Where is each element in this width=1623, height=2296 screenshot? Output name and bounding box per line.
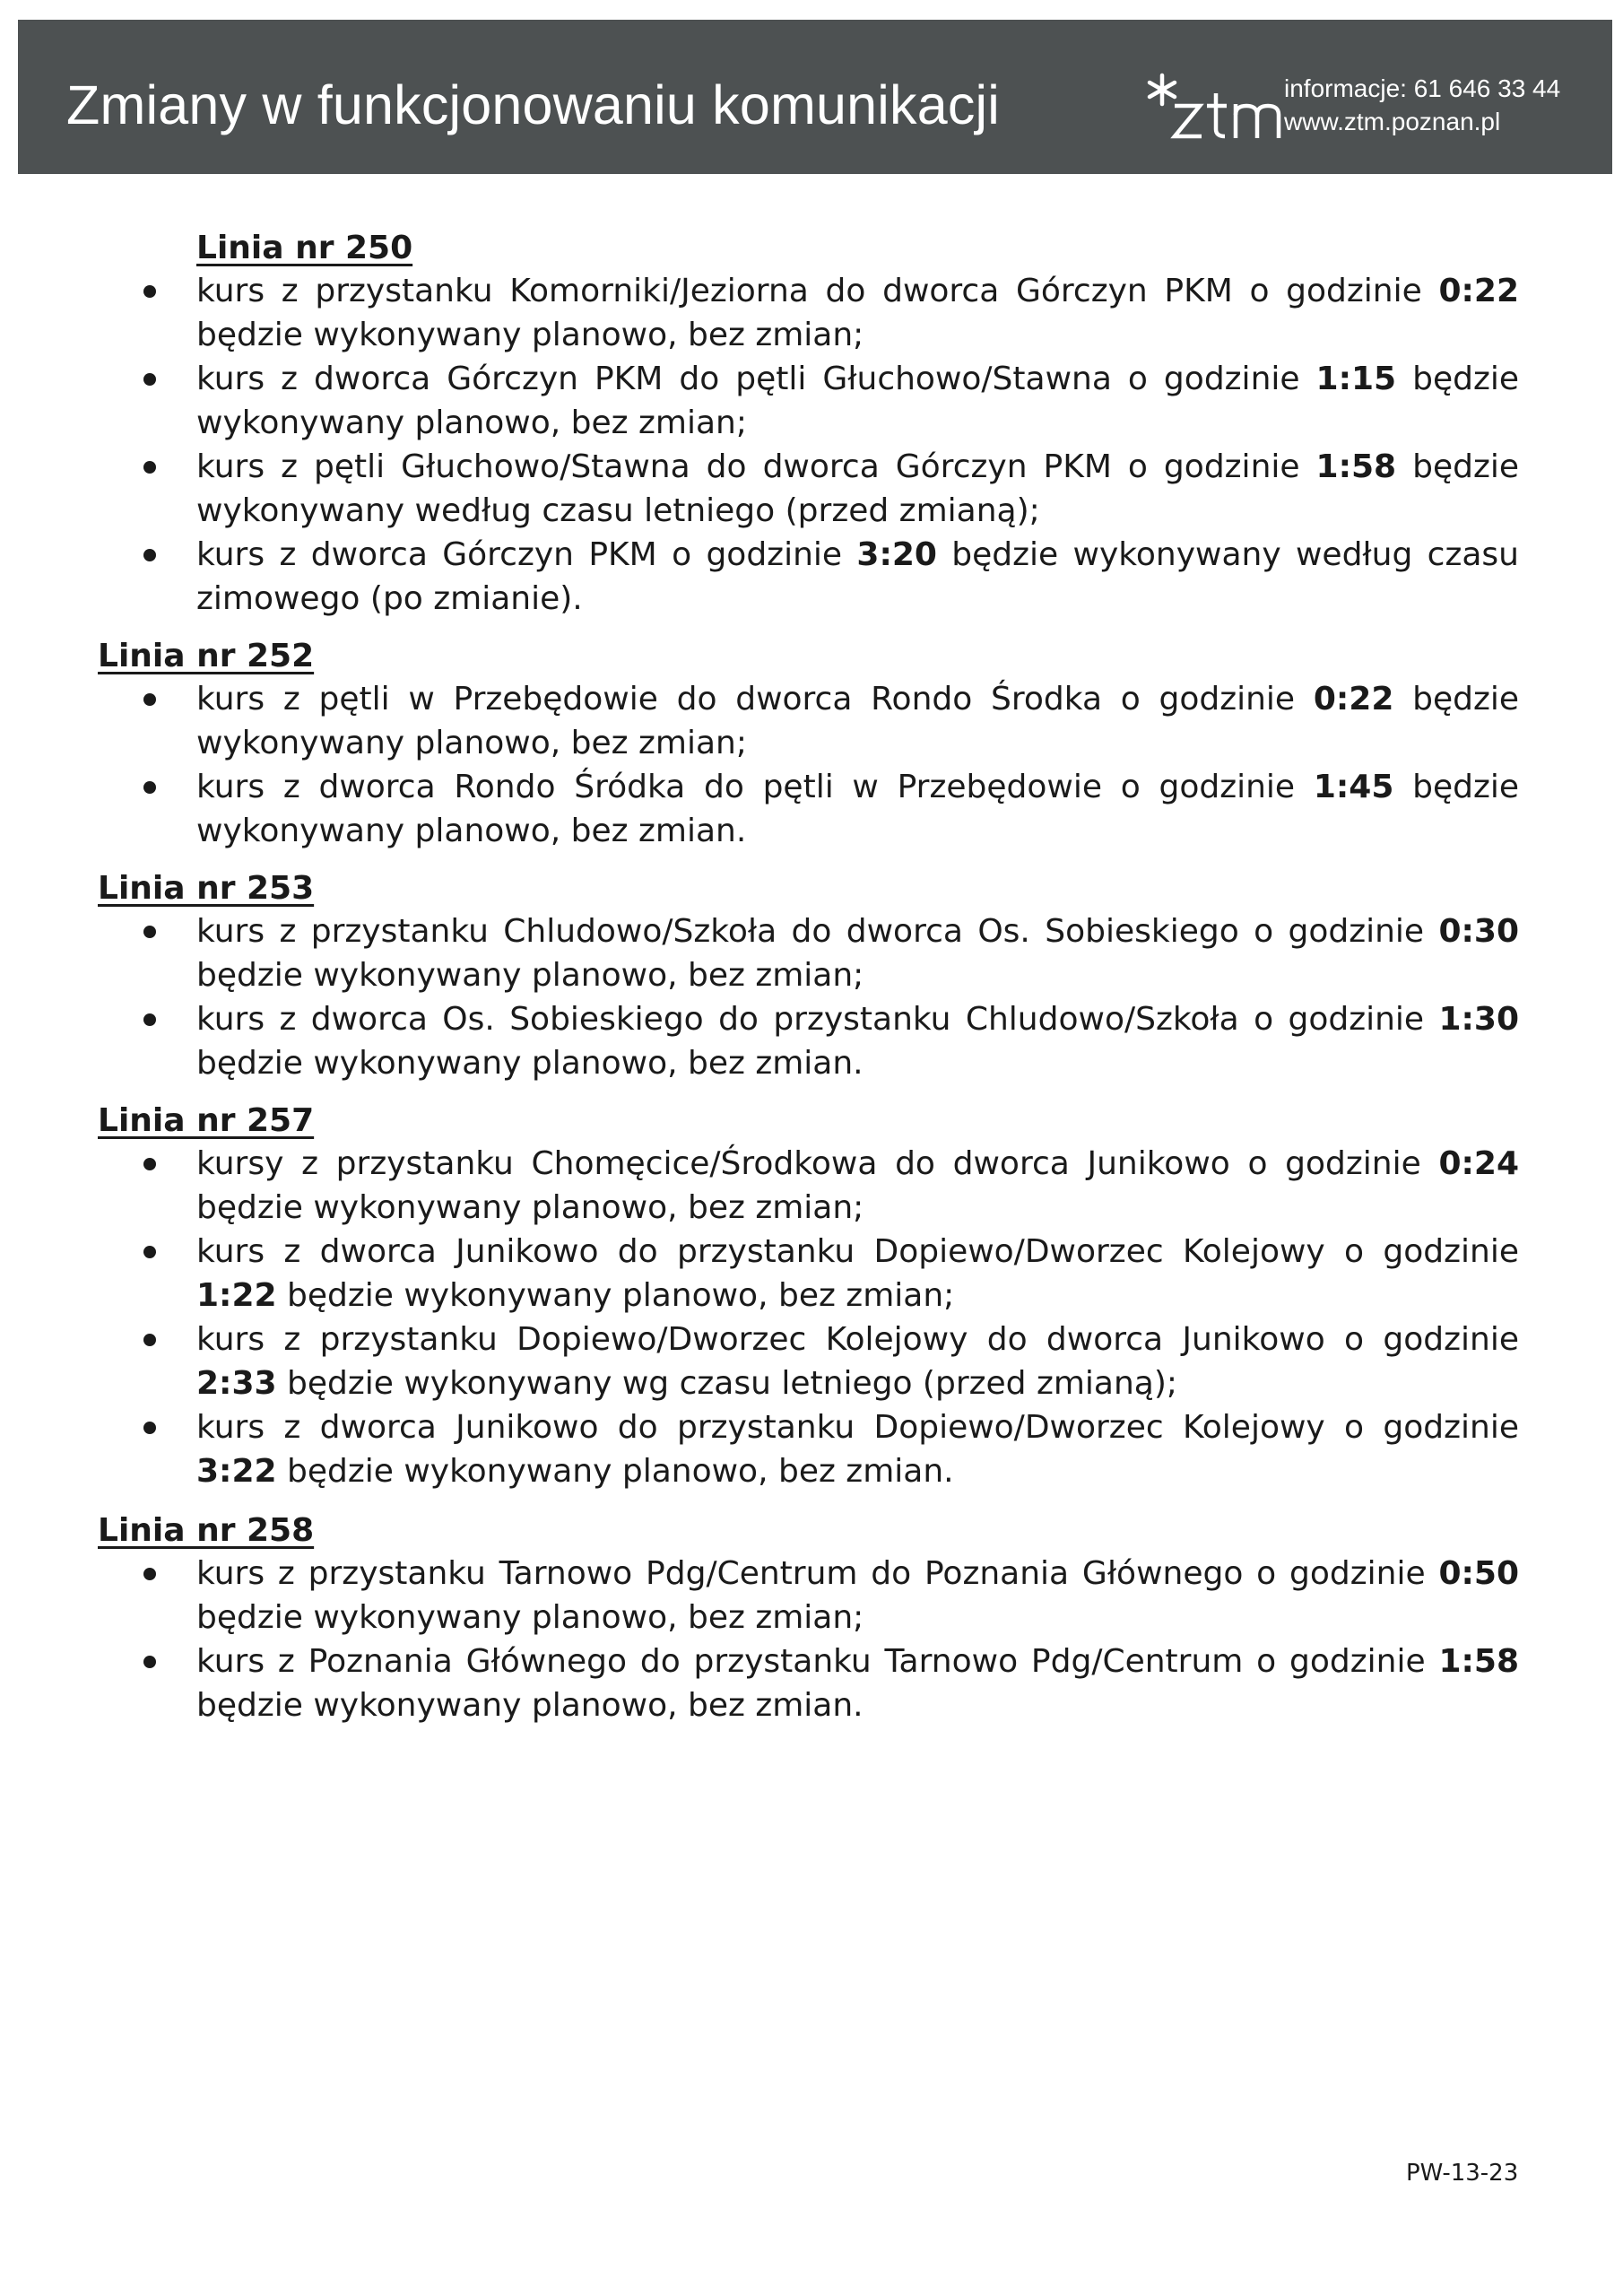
- contact-info: [1284, 72, 1560, 138]
- bullet-icon: [143, 285, 156, 298]
- section-title-258: Linia nr 258: [98, 1512, 315, 1549]
- bullet-icon: [143, 926, 156, 938]
- bullet-icon: [143, 1158, 156, 1170]
- bullet-icon: [143, 1422, 156, 1434]
- section-title-252: Linia nr 252: [98, 638, 315, 674]
- list-item: kurs z dworca Junikowo do przystanku Dopiewo/Dworzec Kolejowy o godzinie 1:22 będzie wykonywany planowo, bez zmian;: [196, 1233, 1519, 1314]
- document-code: PW-13-23: [1406, 2160, 1519, 2187]
- bullet-icon: [143, 1568, 156, 1580]
- list-item: kurs z pętli w Przebędowie do dworca Rondo Środka o godzinie 0:22 będzie wykonywany planowo, bez zmian;: [196, 681, 1520, 761]
- list-item: kurs z przystanku Chludowo/Szkoła do dworca Os. Sobieskiego o godzinie 0:30 będzie wykonywany planowo, bez zmian;: [196, 913, 1519, 994]
- phone-text: informacje: 61 646 33 44: [1284, 74, 1561, 102]
- bullet-icon: [143, 549, 156, 561]
- bullet-icon: [143, 693, 156, 706]
- header-bar: [18, 20, 1612, 174]
- list-item: kurs z przystanku Dopiewo/Dworzec Kolejowy do dworca Junikowo o godzinie 2:33 będzie wykonywany wg czasu letniego (przed zmianą);: [196, 1321, 1519, 1402]
- list-item: kurs z dworca Rondo Śródka do pętli w Przebędowie o godzinie 1:45 będzie wykonywany planowo, bez zmian.: [196, 769, 1520, 849]
- ztm-logo-icon: [1137, 66, 1295, 147]
- bullet-icon: [143, 373, 156, 386]
- section-title-257: Linia nr 257: [98, 1102, 315, 1139]
- list-item: kurs z przystanku Komorniki/Jeziorna do dworca Górczyn PKM o godzinie 0:22 będzie wykonywany planowo, bez zmian;: [196, 273, 1519, 353]
- list-item: kurs z pętli Głuchowo/Stawna do dworca Górczyn PKM o godzinie 1:58 będzie wykonywany według czasu letniego (przed zmianą);: [196, 448, 1520, 529]
- bullet-icon: [143, 461, 156, 474]
- bullet-icon: [143, 1656, 156, 1668]
- list-item: kursy z przystanku Chomęcice/Środkowa do dworca Junikowo o godzinie 0:24 będzie wykonywany planowo, bez zmian;: [196, 1145, 1519, 1226]
- list-item: kurs z dworca Górczyn PKM o godzinie 3:20 będzie wykonywany według czasu zimowego (po zmianie).: [196, 536, 1519, 617]
- list-item: kurs z dworca Górczyn PKM do pętli Głuchowo/Stawna o godzinie 1:15 będzie wykonywany planowo, bez zmian;: [196, 361, 1520, 441]
- bullet-icon: [143, 1246, 156, 1258]
- page-title: Zmiany w funkcjonowaniu komunikacji: [66, 74, 1001, 135]
- section-title-250: Linia nr 250: [196, 230, 413, 266]
- list-item: kurs z dworca Os. Sobieskiego do przystanku Chludowo/Szkoła o godzinie 1:30 będzie wykonywany planowo, bez zmian.: [196, 1001, 1519, 1082]
- website-link[interactable]: www.ztm.poznan.pl: [1284, 108, 1501, 135]
- bullet-icon: [143, 1013, 156, 1026]
- bullet-icon: [143, 781, 156, 794]
- list-item: kurs z dworca Junikowo do przystanku Dopiewo/Dworzec Kolejowy o godzinie 3:22 będzie wykonywany planowo, bez zmian.: [196, 1409, 1519, 1490]
- bullet-icon: [143, 1334, 156, 1346]
- list-item: kurs z Poznania Głównego do przystanku Tarnowo Pdg/Centrum o godzinie 1:58 będzie wykonywany planowo, bez zmian.: [196, 1643, 1519, 1724]
- list-item: kurs z przystanku Tarnowo Pdg/Centrum do Poznania Głównego o godzinie 0:50 będzie wykonywany planowo, bez zmian;: [196, 1555, 1519, 1636]
- section-title-253: Linia nr 253: [98, 870, 315, 907]
